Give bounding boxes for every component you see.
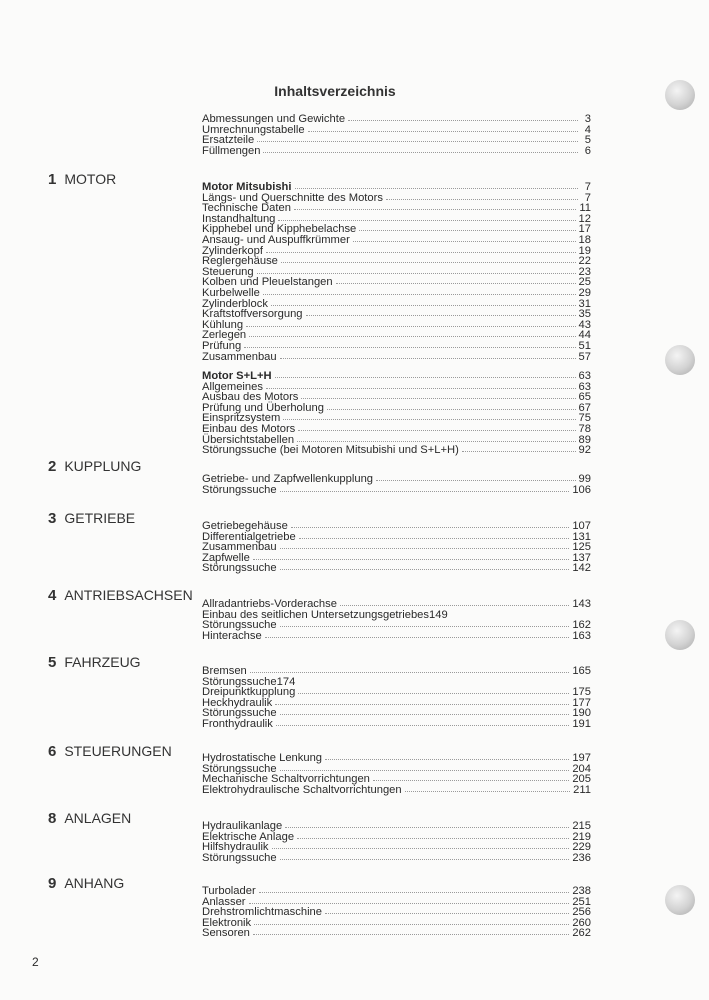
toc-entry[interactable] <box>202 474 591 485</box>
toc-group <box>202 521 591 574</box>
entry-page: 92 <box>578 444 591 457</box>
entry-label: Steuerung <box>202 265 254 278</box>
toc-entry[interactable] <box>202 928 591 939</box>
entry-label: Störungssuche <box>202 619 277 632</box>
entry-label: Ansaug- und Auspuffkrümmer <box>202 233 350 246</box>
toc-entry[interactable] <box>202 288 591 299</box>
toc-entry[interactable] <box>202 371 591 382</box>
dot-leader <box>299 538 570 539</box>
dot-leader <box>308 131 578 132</box>
toc-group <box>202 474 591 495</box>
toc-group <box>202 599 591 641</box>
entry-page: 35 <box>578 308 591 321</box>
binder-hole-icon <box>665 80 695 110</box>
entry-page: 65 <box>578 391 591 404</box>
dot-leader <box>254 924 569 925</box>
binder-hole-icon <box>665 885 695 915</box>
entry-page: 125 <box>572 541 591 554</box>
chapter-heading[interactable] <box>48 875 124 892</box>
toc-entry[interactable] <box>202 907 591 918</box>
entry-label: Kraftstoffversorgung <box>202 308 303 321</box>
toc-entry[interactable] <box>202 521 591 532</box>
toc-entry[interactable] <box>202 146 591 157</box>
entry-label: Getriebegehäuse <box>202 520 288 532</box>
toc-group <box>202 114 591 156</box>
dot-leader <box>266 252 576 253</box>
entry-label: Motor S+L+H <box>202 370 272 382</box>
dot-leader <box>325 759 569 760</box>
toc-entry[interactable] <box>202 235 591 246</box>
toc-entry[interactable] <box>202 445 591 456</box>
binder-hole-icon <box>665 620 695 650</box>
chapter-title: ANTRIEBSACHSEN <box>64 587 193 603</box>
entry-page: 205 <box>572 773 591 786</box>
chapter-heading[interactable] <box>48 458 141 475</box>
toc-entry[interactable] <box>202 352 591 363</box>
dot-leader <box>297 441 576 442</box>
entry-page: 5 <box>584 134 591 147</box>
chapter-title: KUPPLUNG <box>64 458 142 474</box>
entry-page: 89 <box>578 433 591 446</box>
entry-page: 31 <box>578 297 591 310</box>
entry-page: 99 <box>578 473 591 485</box>
dot-leader <box>280 859 570 860</box>
toc-entry[interactable] <box>202 666 591 677</box>
chapter-heading[interactable] <box>48 171 116 188</box>
entry-page: 190 <box>572 707 591 720</box>
dot-leader <box>280 626 570 627</box>
entry-label: Kurbelwelle <box>202 286 260 299</box>
entry-label: Ausbau des Motors <box>202 391 299 404</box>
entry-label: Einbau des Motors <box>202 422 296 435</box>
chapter-number: 2 <box>48 458 57 475</box>
chapter-title: ANHANG <box>64 875 125 891</box>
entry-page: 260 <box>572 916 591 929</box>
entry-page: 12 <box>578 212 591 225</box>
chapter-heading[interactable] <box>48 510 135 527</box>
dot-leader <box>294 209 576 210</box>
entry-page: 163 <box>572 629 591 642</box>
toc-entry[interactable] <box>202 485 591 496</box>
chapter-heading[interactable] <box>48 743 172 760</box>
entry-page: 219 <box>572 830 591 843</box>
entry-page: 7 <box>584 181 591 193</box>
entry-page: 197 <box>572 752 591 764</box>
chapter-number: 3 <box>48 510 57 527</box>
entry-page: 251 <box>572 895 591 908</box>
entry-label: Turbolader <box>202 885 256 897</box>
dot-leader <box>275 377 576 378</box>
dot-leader <box>353 241 576 242</box>
dot-leader <box>263 152 578 153</box>
entry-page: 17 <box>578 223 591 236</box>
binder-hole-icon <box>665 345 695 375</box>
entry-page: 25 <box>578 276 591 289</box>
dot-leader <box>359 230 575 231</box>
entry-label: Kipphebel und Kipphebelachse <box>202 223 357 236</box>
dot-leader <box>280 548 570 549</box>
toc-entry[interactable] <box>202 182 591 193</box>
toc-entry[interactable] <box>202 309 591 320</box>
toc-entry[interactable] <box>202 853 591 864</box>
entry-page: 162 <box>572 619 591 632</box>
entry-page: 63 <box>578 370 591 382</box>
entry-page: 18 <box>578 233 591 246</box>
entry-page: 137 <box>572 551 591 564</box>
dot-leader <box>295 188 579 189</box>
toc-group <box>202 886 591 939</box>
toc-entry[interactable] <box>202 753 591 764</box>
entry-label: Elektronik <box>202 916 252 929</box>
dot-leader <box>297 838 569 839</box>
page-title: Inhaltsverzeichnis <box>274 83 396 99</box>
entry-page: 19 <box>578 244 591 257</box>
dot-leader <box>280 491 570 492</box>
entry-label: Hinterachse <box>202 629 262 642</box>
toc-entry[interactable] <box>202 341 591 352</box>
entry-label: Einbau des seitlichen Untersetzungsgetriebes149 <box>202 608 448 621</box>
entry-label: Hilfshydraulik <box>202 841 269 854</box>
chapter-number: 8 <box>48 810 57 827</box>
dot-leader <box>263 294 576 295</box>
chapter-number: 9 <box>48 875 57 892</box>
page-number: 2 <box>32 955 39 969</box>
dot-leader <box>275 704 569 705</box>
entry-label: Sensoren <box>202 927 250 940</box>
entry-page: 23 <box>578 265 591 278</box>
entry-label: Umrechnungstabelle <box>202 123 305 136</box>
toc-group <box>202 182 591 362</box>
entry-label: Störungssuche <box>202 762 277 775</box>
entry-label: Füllmengen <box>202 144 261 157</box>
dot-leader <box>280 770 570 771</box>
chapter-title: GETRIEBE <box>64 510 136 526</box>
entry-page: 204 <box>572 762 591 775</box>
entry-page: 238 <box>572 885 591 897</box>
entry-page: 256 <box>572 906 591 919</box>
dot-leader <box>246 326 575 327</box>
entry-label: Anlasser <box>202 895 246 908</box>
chapter-title: ANLAGEN <box>64 810 132 826</box>
entry-page: 236 <box>572 851 591 864</box>
entry-label: Störungssuche <box>202 562 277 575</box>
entry-page: 142 <box>572 562 591 575</box>
entry-label: Allradantriebs-Vorderachse <box>202 598 337 610</box>
entry-label: Bremsen <box>202 665 247 677</box>
dot-leader <box>276 725 569 726</box>
dot-leader <box>325 913 569 914</box>
chapter-title: STEUERUNGEN <box>64 743 172 759</box>
entry-page: 215 <box>572 820 591 832</box>
entry-label: Hydrostatische Lenkung <box>202 752 323 764</box>
entry-page: 3 <box>584 113 591 125</box>
entry-page: 7 <box>584 191 591 204</box>
entry-label: Prüfung und Überholung <box>202 401 324 414</box>
entry-page: 177 <box>572 696 591 709</box>
entry-label: Störungssuche <box>202 851 277 864</box>
toc-entry[interactable] <box>202 821 591 832</box>
entry-label: Ersatzteile <box>202 134 255 147</box>
entry-label: Störungssuche <box>202 707 277 720</box>
dot-leader <box>306 315 576 316</box>
toc-entry[interactable] <box>202 599 591 610</box>
chapter-number: 1 <box>48 171 57 188</box>
dot-leader <box>301 398 575 399</box>
toc-entry[interactable] <box>202 886 591 897</box>
toc-entry[interactable] <box>202 277 591 288</box>
dot-leader <box>348 120 578 121</box>
entry-label: Zylinderblock <box>202 297 268 310</box>
entry-label: Heckhydraulik <box>202 696 273 709</box>
toc-entry[interactable] <box>202 424 591 435</box>
entry-label: Reglergehäuse <box>202 255 278 268</box>
dot-leader <box>271 305 576 306</box>
entry-page: 6 <box>584 144 591 157</box>
entry-page: 4 <box>584 123 591 136</box>
toc-entry[interactable] <box>202 542 591 553</box>
entry-page: 131 <box>572 530 591 543</box>
entry-label: Prüfung <box>202 339 242 352</box>
dot-leader <box>340 605 569 606</box>
toc-entry[interactable] <box>202 719 591 730</box>
dot-leader <box>336 283 576 284</box>
entry-label: Instandhaltung <box>202 212 276 225</box>
toc-group <box>202 666 591 730</box>
dot-leader <box>376 480 576 481</box>
entry-label: Zylinderkopf <box>202 244 263 257</box>
entry-label: Zusammenbau <box>202 350 277 363</box>
chapter-title: MOTOR <box>64 171 117 187</box>
entry-page: 43 <box>578 318 591 331</box>
toc-entry[interactable] <box>202 256 591 267</box>
dot-leader <box>265 637 570 638</box>
chapter-heading[interactable] <box>48 587 193 604</box>
entry-label: Elektrohydraulische Schaltvorrichtungen <box>202 783 402 796</box>
dot-leader <box>291 527 569 528</box>
toc-group <box>202 371 591 456</box>
dot-leader <box>283 419 575 420</box>
entry-label: Getriebe- und Zapfwellenkupplung <box>202 473 374 485</box>
dot-leader <box>280 358 576 359</box>
entry-label: Elektrische Anlage <box>202 830 295 843</box>
dot-leader <box>298 693 569 694</box>
entry-page: 175 <box>572 686 591 699</box>
entry-page: 67 <box>578 401 591 414</box>
dot-leader <box>253 934 569 935</box>
dot-leader <box>253 559 569 560</box>
chapter-number: 4 <box>48 587 57 604</box>
dot-leader <box>266 388 576 389</box>
dot-leader <box>405 791 571 792</box>
entry-label: Kolben und Pleuelstangen <box>202 276 333 289</box>
dot-leader <box>249 336 575 337</box>
chapter-number: 5 <box>48 654 57 671</box>
entry-label: Störungssuche (bei Motoren Mitsubishi und S+L+H) <box>202 444 459 457</box>
entry-page: 11 <box>579 202 591 215</box>
dot-leader <box>327 409 576 410</box>
dot-leader <box>280 569 570 570</box>
entry-label: Längs- und Querschnitte des Motors <box>202 191 383 204</box>
toc-entry[interactable] <box>202 320 591 331</box>
entry-label: Kühlung <box>202 318 244 331</box>
entry-page: 107 <box>572 520 591 532</box>
entry-page: 75 <box>578 412 591 425</box>
entry-label: Mechanische Schaltvorrichtungen <box>202 773 370 786</box>
entry-label: Störungssuche174 <box>202 675 296 688</box>
toc-group <box>202 821 591 863</box>
entry-label: Zerlegen <box>202 329 247 342</box>
entry-label: Zapfwelle <box>202 551 250 564</box>
dot-leader <box>244 347 575 348</box>
dot-leader <box>280 714 570 715</box>
entry-label: Technische Daten <box>202 202 291 215</box>
entry-label: Übersichtstabellen <box>202 433 295 446</box>
entry-label: Dreipunktkupplung <box>202 686 296 699</box>
toc-entry[interactable] <box>202 631 591 642</box>
dot-leader <box>386 199 578 200</box>
dot-leader <box>462 451 576 452</box>
entry-page: 229 <box>572 841 591 854</box>
entry-page: 51 <box>578 339 591 352</box>
entry-page: 143 <box>572 598 591 610</box>
entry-label: Störungssuche <box>202 483 277 496</box>
toc-entry[interactable] <box>202 785 591 796</box>
entry-page: 57 <box>578 350 591 363</box>
entry-page: 78 <box>578 422 591 435</box>
entry-label: Differentialgetriebe <box>202 530 296 543</box>
toc-entry[interactable] <box>202 114 591 125</box>
entry-page: 29 <box>578 286 591 299</box>
dot-leader <box>249 903 570 904</box>
toc-entry[interactable] <box>202 135 591 146</box>
dot-leader <box>250 672 570 673</box>
toc-entry[interactable] <box>202 563 591 574</box>
entry-page: 191 <box>572 717 591 730</box>
entry-page: 63 <box>578 380 591 393</box>
dot-leader <box>257 273 576 274</box>
entry-page: 165 <box>572 665 591 677</box>
chapter-number: 6 <box>48 743 57 760</box>
entry-label: Fronthydraulik <box>202 717 273 730</box>
entry-page: 22 <box>578 255 591 268</box>
entry-label: Abmessungen und Gewichte <box>202 113 346 125</box>
dot-leader <box>285 827 569 828</box>
entry-label: Hydraulikanlage <box>202 820 283 832</box>
dot-leader <box>259 892 570 893</box>
dot-leader <box>278 220 575 221</box>
entry-label: Motor Mitsubishi <box>202 181 292 193</box>
entry-page: 262 <box>572 927 591 940</box>
entry-label: Einspritzsystem <box>202 412 281 425</box>
chapter-title: FAHRZEUG <box>64 654 141 670</box>
dot-leader <box>281 262 576 263</box>
toc-entry[interactable] <box>202 125 591 136</box>
toc-entry[interactable] <box>202 918 591 929</box>
dot-leader <box>373 780 569 781</box>
toc-entry[interactable] <box>202 330 591 341</box>
entry-label: Drehstromlichtmaschine <box>202 906 322 919</box>
entry-label: Zusammenbau <box>202 541 277 554</box>
chapter-heading[interactable] <box>48 810 131 827</box>
entry-page: 44 <box>578 329 591 342</box>
dot-leader <box>272 848 570 849</box>
entry-page: 211 <box>573 783 591 796</box>
chapter-heading[interactable] <box>48 654 141 671</box>
entry-page: 106 <box>572 483 591 496</box>
toc-group <box>202 753 591 795</box>
dot-leader <box>257 141 578 142</box>
entry-label: Allgemeines <box>202 380 263 393</box>
dot-leader <box>298 430 575 431</box>
